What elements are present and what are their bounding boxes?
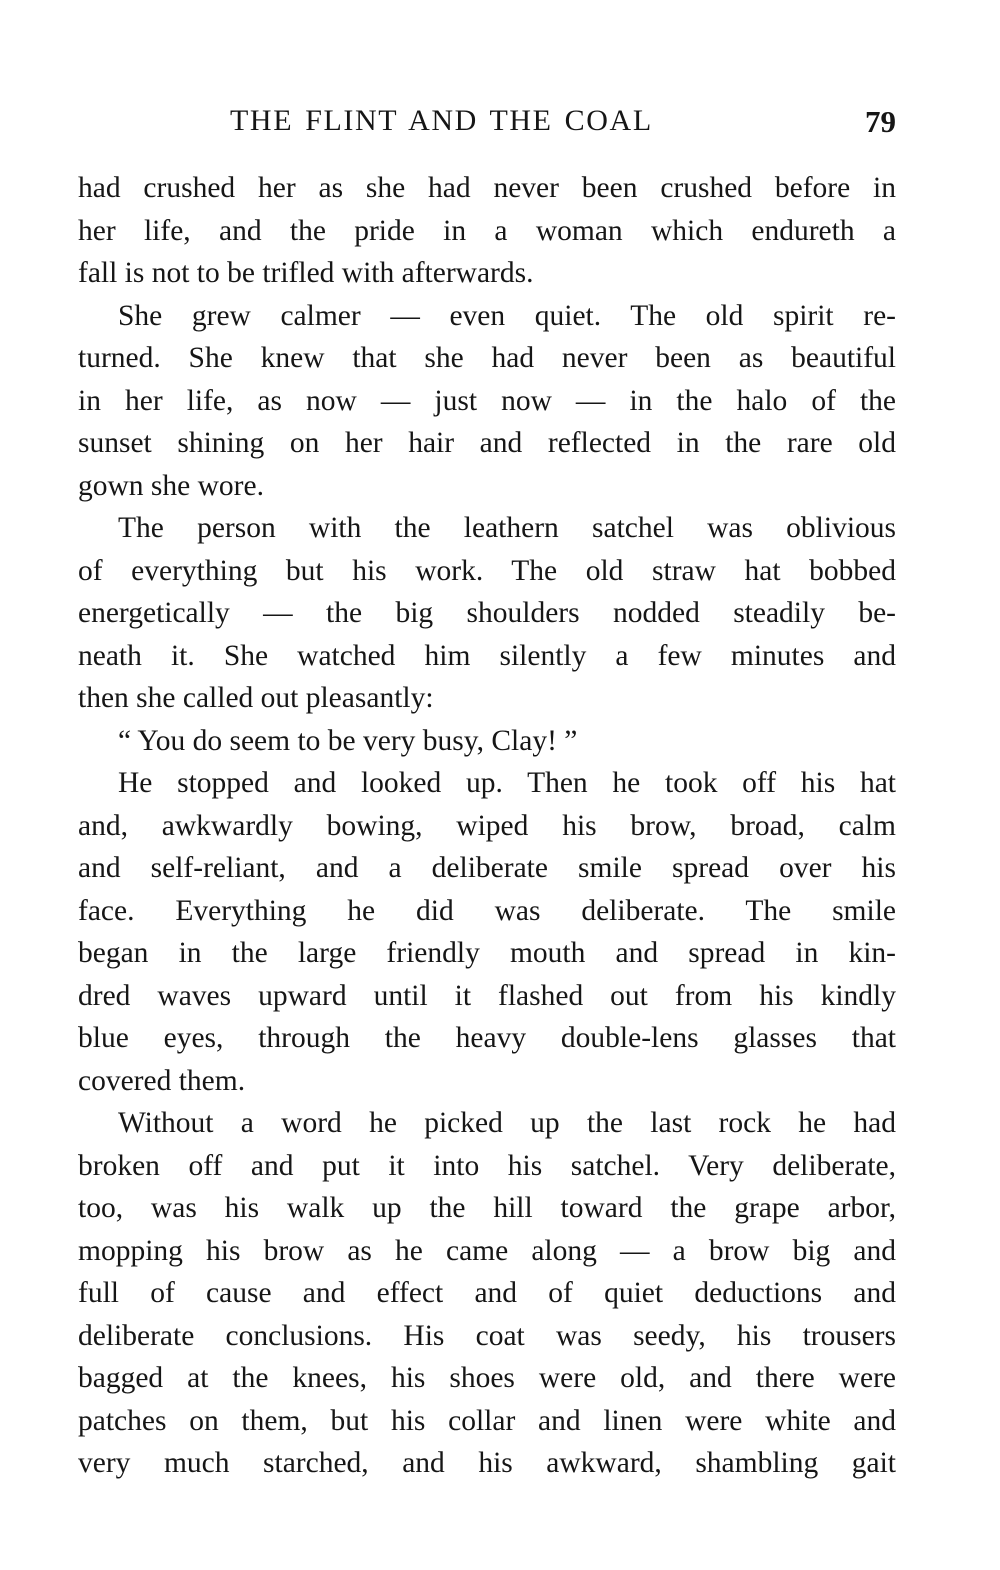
text-line: broken off and put it into his satchel. Very deliberate, xyxy=(78,1149,896,1182)
text-line: face. Everything he did was deliberate. The smile xyxy=(78,894,896,927)
text-line: dred waves upward until it flashed out from his kindly xyxy=(78,979,896,1012)
text-line: He stopped and looked up. Then he took off his hat xyxy=(118,767,896,799)
text-line: deliberate conclusions. His coat was seedy, his trousers xyxy=(78,1319,896,1352)
text-line: covered them. xyxy=(78,1064,246,1097)
text-line: bagged at the knees, his shoes were old, and there were xyxy=(78,1362,896,1394)
text-line: gown she wore. xyxy=(78,469,264,502)
text-line: energetically — the big shoulders nodded steadily be- xyxy=(78,597,896,629)
page-number: 79 xyxy=(865,104,896,139)
running-head xyxy=(78,104,896,144)
text-line: and, awkwardly bowing, wiped his brow, broad, calm xyxy=(78,809,896,842)
text-line: “ You do seem to be very busy, Clay! ” xyxy=(118,724,578,757)
text-line: sunset shining on her hair and reflected in the rare old xyxy=(78,427,896,459)
text-line: and self-reliant, and a deliberate smile spread over his xyxy=(78,852,896,884)
text-line: too, was his walk up the hill toward the grape arbor, xyxy=(78,1192,896,1224)
text-line: The person with the leathern satchel was oblivious xyxy=(118,512,896,544)
book-page xyxy=(78,0,896,1570)
text-line: in her life, as now — just now — in the halo of the xyxy=(78,384,896,417)
text-line: began in the large friendly mouth and spread in kin- xyxy=(78,937,896,969)
body-text xyxy=(78,167,896,1485)
text-line: had crushed her as she had never been crushed before in xyxy=(78,172,896,204)
running-title: THE FLINT AND THE COAL xyxy=(230,104,653,137)
text-line: blue eyes, through the heavy double-lens glasses that xyxy=(78,1022,896,1054)
text-line: turned. She knew that she had never been as beautiful xyxy=(78,342,896,374)
text-line: mopping his brow as he came along — a brow big and xyxy=(78,1234,896,1267)
text-line: fall is not to be trifled with afterwards. xyxy=(78,257,534,289)
text-line: neath it. She watched him silently a few minutes and xyxy=(78,639,896,672)
text-line: then she called out pleasantly: xyxy=(78,682,434,714)
text-line: her life, and the pride in a woman which endureth a xyxy=(78,214,896,247)
text-line: very much starched, and his awkward, shambling gait xyxy=(78,1447,896,1479)
text-line: patches on them, but his collar and linen were white and xyxy=(78,1404,896,1437)
text-line: of everything but his work. The old straw hat bobbed xyxy=(78,554,896,587)
text-line: She grew calmer — even quiet. The old spirit re- xyxy=(118,299,896,332)
text-line: Without a word he picked up the last rock he had xyxy=(118,1107,896,1139)
text-line: full of cause and effect and of quiet deductions and xyxy=(78,1277,896,1309)
